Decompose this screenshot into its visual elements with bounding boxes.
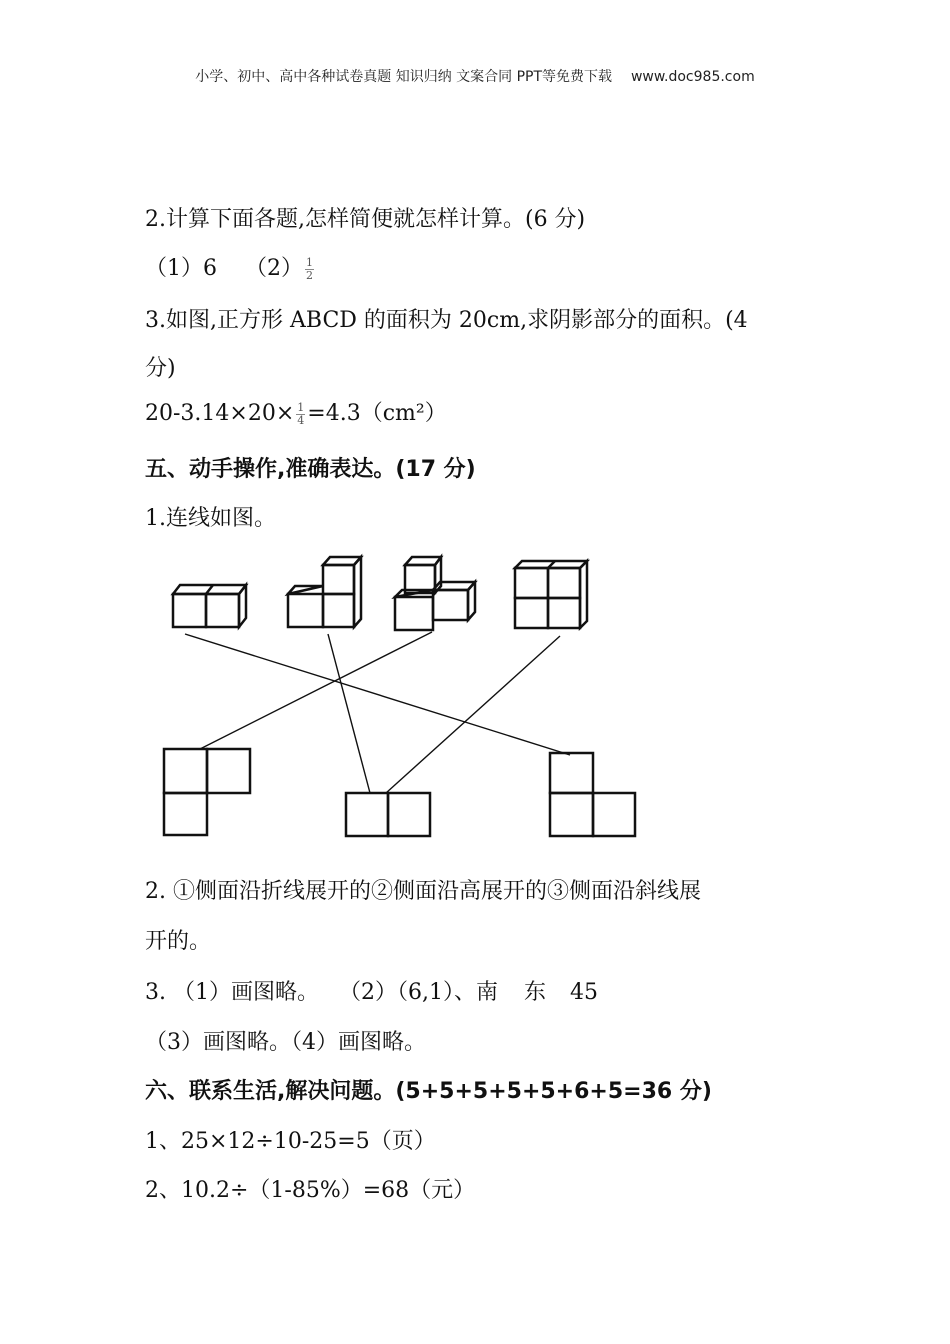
view-1: [164, 749, 250, 835]
connector-line: [328, 634, 370, 793]
solid-2: [288, 557, 361, 627]
header-text: 小学、初中、高中各种试卷真题 知识归纳 文案合同 PPT等免费下载: [195, 69, 613, 85]
q3-part-1: 3. （1）画图略。: [145, 980, 319, 1005]
solid-1: [173, 585, 246, 627]
q4-3-title-line1: 3.如图,正方形 ABCD 的面积为 20cm,求阴影部分的面积。(4: [145, 308, 748, 333]
section-6-title: 六、联系生活,解决问题。(5+5+5+5+5+6+5=36 分): [145, 1079, 712, 1104]
q3-part-4: 45: [570, 980, 598, 1005]
q4-2-answer-2-label: （2）: [245, 256, 303, 281]
q4-2-title: 2.计算下面各题,怎样简便就怎样计算。(6 分): [145, 207, 586, 232]
connector-line: [386, 636, 560, 793]
q4-3-formula-right: =4.3（cm²）: [307, 401, 447, 426]
view-2: [346, 793, 430, 836]
q4-3-formula-left: 20-3.14×20×: [145, 401, 295, 426]
connector-line: [185, 634, 570, 755]
section-6-q2: 2、10.2÷（1-85%）=68（元）: [145, 1178, 476, 1203]
section-5-title: 五、动手操作,准确表达。(17 分): [145, 457, 476, 482]
section-5-q3-line1: [145, 978, 598, 1008]
q3-part-3: 东: [523, 980, 546, 1005]
q4-2-answer-2-fraction: $\frac{1}{2}$: [306, 255, 313, 282]
cube-matching-figure: [150, 548, 650, 843]
q4-3-formula-fraction: $\frac{1}{4}$: [297, 400, 305, 427]
section-5-q1: 1.连线如图。: [145, 506, 276, 531]
section-5-q3-line2: （3）画图略。（4）画图略。: [145, 1030, 426, 1055]
solid-4: [515, 561, 587, 628]
section-5-q2-line1: 2. ①侧面沿折线展开的②侧面沿高展开的③侧面沿斜线展: [145, 879, 701, 904]
q4-3-formula: [145, 399, 447, 429]
q3-part-2: （2）（6,1）、南: [338, 980, 498, 1005]
solid-3: [395, 557, 475, 630]
view-3: [550, 753, 635, 836]
q4-2-answers: [145, 254, 316, 284]
q4-2-answer-1: （1）6: [145, 256, 217, 281]
q4-3-title-line2: 分): [145, 356, 176, 381]
section-5-q2-line2: 开的。: [145, 929, 212, 954]
header-url[interactable]: www.doc985.com: [630, 69, 755, 85]
section-6-q1: 1、25×12÷10-25=5（页）: [145, 1129, 436, 1154]
page-header: [0, 66, 950, 86]
